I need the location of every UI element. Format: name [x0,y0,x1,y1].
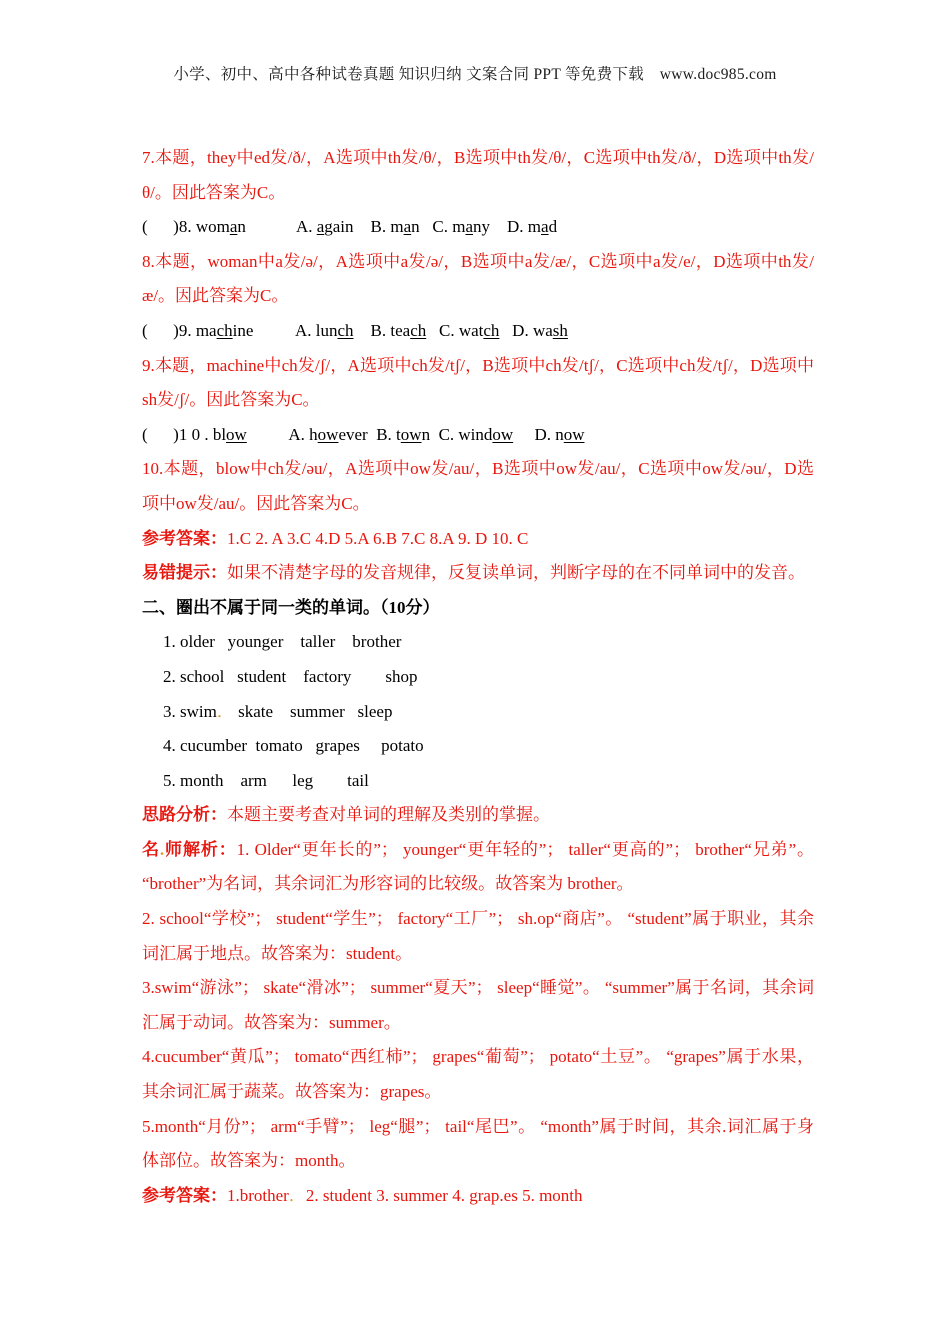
reference-answers-2-label: 参考答案： [142,1185,227,1205]
question-9-row: ( )9. machine A. lunch B. teach C. watch D. wash [142,320,568,340]
explanation-2: 2. school“学校”； student“学生”； factory“工厂”； sh.op“商店”。 “student”属于职业，其余词汇属于地点。故答案为：student。 [142,909,814,963]
analysis-q8: 8.本题，woman中a发/ə/，A选项中a发/ə/，B选项中a发/æ/，C选项中a发/e/，D选项中th发/æ/。因此答案为C。 [142,251,814,306]
document-content [142,141,814,1213]
page-header [0,62,950,84]
idea-analysis-text: 本题主要考查对单词的理解及类别的掌握。 [227,805,550,825]
word-list-item-1: 1. older younger taller brother [163,632,402,652]
idea-analysis [142,798,814,833]
error-tip-label: 易错提示： [142,563,227,583]
question-10-row: ( )1 0 . blow A. however B. town C. window D. now [142,424,585,444]
section-2-title: 二、圈出不属于同一类的单词。（10分） [142,597,440,617]
reference-answers-2 [142,1179,814,1214]
word-list-item-3: 3. swim． skate summer sleep [163,701,393,721]
header-watermark-text: 小学、初中、高中各种试卷真题 知识归纳 文案合同 PPT 等免费下载 www.doc985.com [173,66,777,83]
error-tip [142,556,814,591]
analysis-q7: 7.本题，they中ed发/ð/，A选项中th发/θ/，B选项中th发/θ/，C选项中th发/ð/，D选项中th发/θ/。因此答案为C。 [142,148,814,202]
reference-answers-1 [142,522,814,557]
idea-analysis-label: 思路分析： [142,805,227,825]
teacher-analysis-label: 名.师解析： [142,839,237,859]
error-tip-text: 如果不清楚字母的发音规律，反复读单词，判断字母的在不同单词中的发音。 [227,563,805,583]
question-8-row: ( )8. woman A. again B. man C. many D. mad [142,217,558,237]
analysis-q9: 9.本题，machine中ch发/ʃ/，A选项中ch发/tʃ/，B选项中ch发/tʃ/，C选项中ch发/tʃ/，D选项中sh发/ʃ/。因此答案为C。 [142,355,814,410]
explanation-3: 3.swim“游泳”； skate“滑冰”； summer“夏天”； sleep“睡觉”。 “summer”属于名词，其余词汇属于动词。故答案为：summer。 [142,978,814,1032]
word-list-item-4: 4. cucumber tomato grapes potato [163,736,424,756]
teacher-analysis [142,833,814,902]
word-list-item-2: 2. school student factory shop [163,666,418,686]
reference-answers-1-text: 1.C 2. A 3.C 4.D 5.A 6.B 7.C 8.A 9. D 10. C [227,528,529,548]
teacher-analysis-text: 1. Older“更年长的”； younger“更年轻的”； taller“更高的”； brother“兄弟”。 “brother”为名词，其余词汇为形容词的比较级。故答案为 brother。 [142,839,815,894]
reference-answers-2-text: 1.brother．2. student 3. summer 4. grap.es 5. month [227,1185,583,1205]
word-list-item-5: 5. month arm leg tail [163,770,369,790]
explanation-5: 5.month“月份”； arm“手臂”； leg“腿”； tail“尾巴”。 “month”属于时间，其余.词汇属于身体部位。故答案为：month。 [142,1116,814,1171]
reference-answers-1-label: 参考答案： [142,528,227,548]
explanation-4: 4.cucumber“黄瓜”； tomato“西红柿”； grapes“葡萄”； potato“土豆”。 “grapes”属于水果，其余词汇属于蔬菜。故答案为：grapes。 [142,1047,814,1102]
analysis-q10: 10.本题，blow中ch发/əu/，A选项中ow发/au/，B选项中ow发/au/，C选项中ow发/əu/，D选项中ow发/au/。因此答案为C。 [142,459,814,513]
